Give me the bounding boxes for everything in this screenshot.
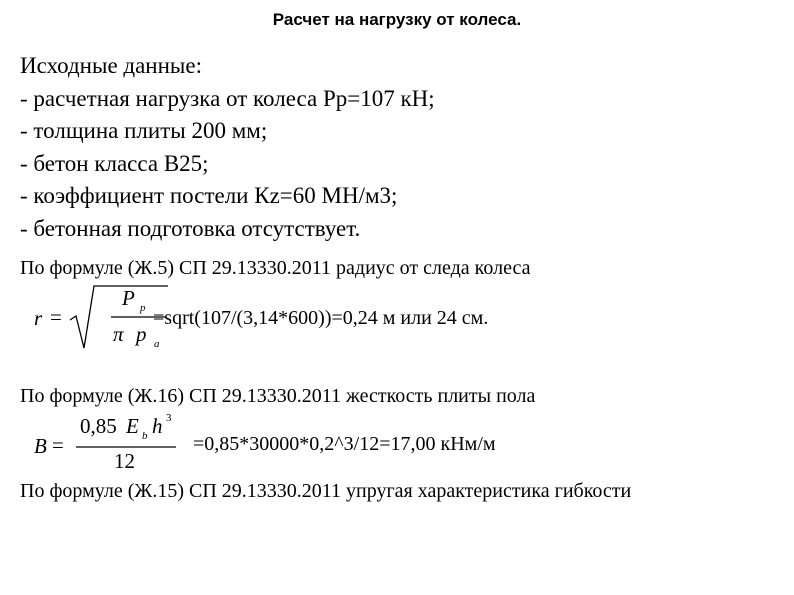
radius-calculation: =sqrt(107/(3,14*600))=0,24 м или 24 см.	[153, 307, 489, 329]
radius-formula	[30, 284, 160, 354]
input-item-subgrade-coefficient: - коэффициент постели Кz=60 МН/м3;	[20, 183, 398, 208]
input-data-block	[20, 50, 435, 245]
radius-formula-denominator-sub: a	[154, 338, 160, 350]
stiffness-formula	[30, 412, 190, 474]
stiffness-intro: По формуле (Ж.16) СП 29.13330.2011 жесткость плиты пола	[20, 385, 536, 407]
radius-formula-pi: π	[113, 322, 124, 346]
radius-formula-denominator: p	[136, 322, 147, 346]
stiffness-formula-e-sub: b	[142, 430, 148, 442]
radius-intro: По формуле (Ж.5) СП 29.13330.2011 радиус от следа колеса	[20, 257, 531, 279]
input-item-concrete-preparation: - бетонная подготовка отсутствует.	[20, 215, 361, 241]
radius-formula-numerator-sub: p	[140, 302, 146, 314]
radius-formula-lhs: r	[34, 306, 43, 330]
stiffness-calculation: =0,85*30000*0,2^3/12=17,00 кНм/м	[193, 433, 496, 455]
stiffness-formula-fraction-bar	[30, 412, 190, 474]
stiffness-formula-lhs: B	[34, 434, 47, 458]
flexibility-intro: По формуле (Ж.15) СП 29.13330.2011 упругая характеристика гибкости	[20, 480, 632, 502]
stiffness-formula-coefficient: 0,85	[80, 414, 117, 438]
stiffness-formula-e: E	[126, 414, 139, 438]
stiffness-formula-equals: =	[52, 433, 64, 457]
radius-formula-equals: =	[50, 305, 62, 329]
slide-title: Расчет на нагрузку от колеса.	[272, 10, 522, 29]
stiffness-formula-denominator: 12	[114, 449, 135, 473]
input-item-wheel-load: - расчетная нагрузка от колеса Рр=107 кН;	[20, 85, 435, 111]
input-data-heading: Исходные данные:	[20, 53, 202, 78]
radius-formula-numerator: P	[122, 286, 135, 310]
input-item-concrete-class: - бетон класса В25;	[20, 150, 209, 176]
stiffness-formula-h: h	[152, 414, 163, 438]
stiffness-formula-h-sup: 3	[166, 412, 172, 424]
input-item-slab-thickness: - толщина плиты 200 мм;	[20, 118, 268, 143]
